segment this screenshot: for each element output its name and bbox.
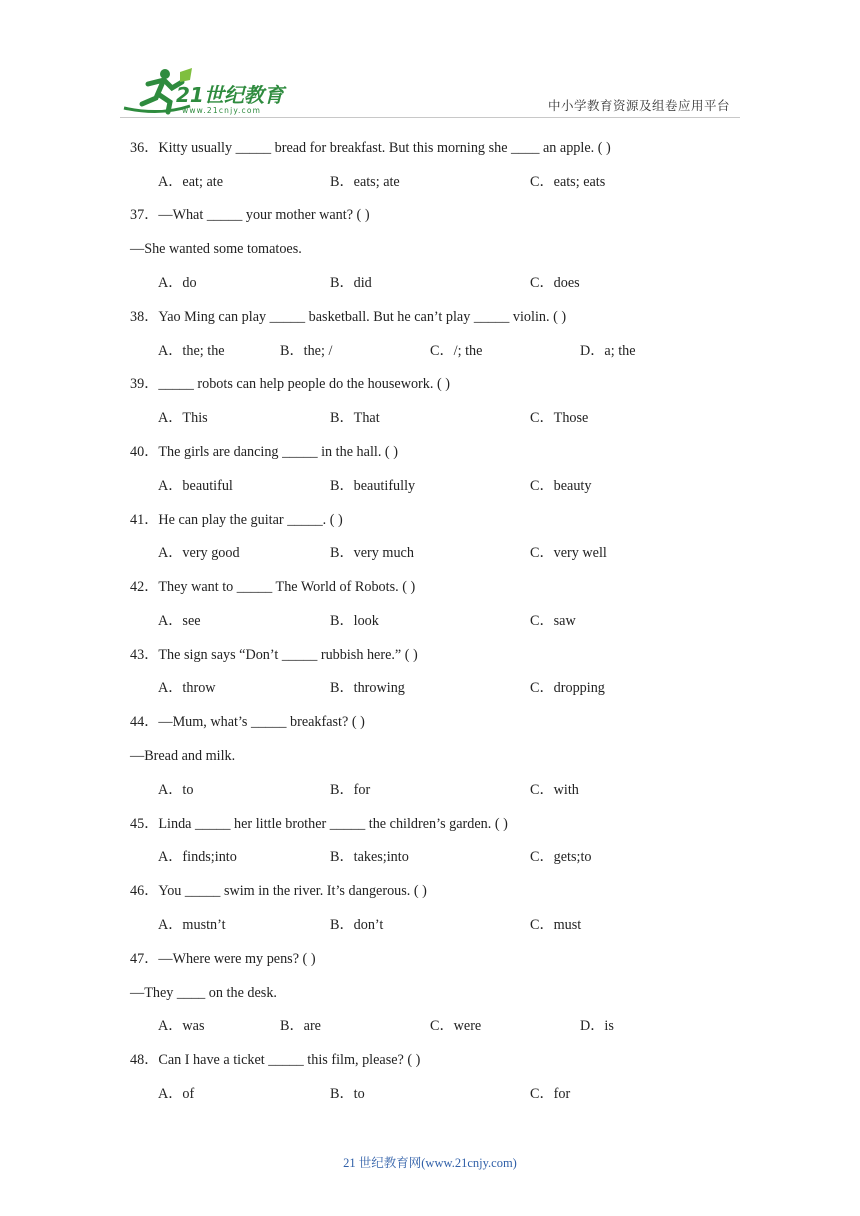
header-divider (120, 117, 740, 118)
option-c: C．very well (530, 545, 607, 561)
question-stem-39: 39．_____ robots can help people do the housework. ( ) (130, 376, 450, 392)
question-stem-45: 45．Linda _____ her little brother _____ the children’s garden. ( ) (130, 816, 508, 832)
option-c: C．does (530, 275, 580, 291)
option-a: A．very good (158, 545, 240, 561)
option-a: A．eat; ate (158, 174, 223, 190)
option-b: B．That (330, 410, 380, 426)
question-stem-36: 36．Kitty usually _____ bread for breakfast. But this morning she ____ an apple. ( ) (130, 140, 611, 156)
option-a: A．throw (158, 680, 216, 696)
option-c: C．/; the (430, 343, 483, 359)
option-a: A．This (158, 410, 208, 426)
option-b: B．did (330, 275, 372, 291)
option-a: A．the; the (158, 343, 225, 359)
option-b: B．beautifully (330, 478, 416, 494)
question-stem-43: 43．The sign says “Don’t _____ rubbish here.” ( ) (130, 647, 418, 663)
option-c: C．were (430, 1018, 482, 1034)
option-c: C．dropping (530, 680, 605, 696)
option-c: C．Those (530, 410, 589, 426)
question-stem-46: 46．You _____ swim in the river. It’s dangerous. ( ) (130, 883, 427, 899)
question-stem-48: 48．Can I have a ticket _____ this film, please? ( ) (130, 1052, 421, 1068)
option-a: A．of (158, 1086, 195, 1102)
option-a: A．to (158, 782, 194, 798)
option-a: A．beautiful (158, 478, 233, 494)
option-d: D．a; the (580, 343, 636, 359)
option-d: D．is (580, 1018, 614, 1034)
page-footer[interactable]: 21 世纪教育网(www.21cnjy.com) (343, 1156, 517, 1170)
option-b: B．are (280, 1018, 321, 1034)
option-a: A．was (158, 1018, 205, 1034)
option-b: B．look (330, 613, 379, 629)
option-c: C．with (530, 782, 579, 798)
question-stem-41: 41．He can play the guitar _____. ( ) (130, 512, 343, 528)
option-c: C．saw (530, 613, 576, 629)
option-b: B．for (330, 782, 371, 798)
option-a: A．finds;into (158, 849, 237, 865)
option-c: C．for (530, 1086, 571, 1102)
option-b: B．eats; ate (330, 174, 400, 190)
svg-text:21世纪教育: 21世纪教育 (176, 83, 284, 107)
option-b: B．don’t (330, 917, 384, 933)
svg-text:www.21cnjy.com: www.21cnjy.com (182, 106, 262, 115)
option-a: A．see (158, 613, 201, 629)
option-a: A．do (158, 275, 197, 291)
option-a: A．mustn’t (158, 917, 226, 933)
logo-icon (120, 62, 290, 116)
option-c: C．eats; eats (530, 174, 606, 190)
header-tagline: 中小学教育资源及组卷应用平台 (548, 98, 731, 113)
question-stem-44: 44．—Mum, what’s _____ breakfast? ( ) (130, 714, 365, 730)
option-c: C．must (530, 917, 582, 933)
option-b: B．very much (330, 545, 414, 561)
option-b: B．the; / (280, 343, 333, 359)
page-header (0, 0, 860, 125)
option-b: B．takes;into (330, 849, 409, 865)
question-dialogue-37: —She wanted some tomatoes. (130, 241, 302, 257)
question-stem-38: 38．Yao Ming can play _____ basketball. But he can’t play _____ violin. ( ) (130, 309, 567, 325)
option-c: C．beauty (530, 478, 592, 494)
option-b: B．throwing (330, 680, 405, 696)
question-stem-47: 47．—Where were my pens? ( ) (130, 951, 316, 967)
question-stem-37: 37．—What _____ your mother want? ( ) (130, 207, 370, 223)
option-c: C．gets;to (530, 849, 592, 865)
question-dialogue-44: —Bread and milk. (130, 748, 236, 764)
question-dialogue-47: —They ____ on the desk. (130, 985, 277, 1001)
question-stem-40: 40．The girls are dancing _____ in the hall. ( ) (130, 444, 398, 460)
question-stem-42: 42．They want to _____ The World of Robots. ( ) (130, 579, 416, 595)
option-b: B．to (330, 1086, 365, 1102)
